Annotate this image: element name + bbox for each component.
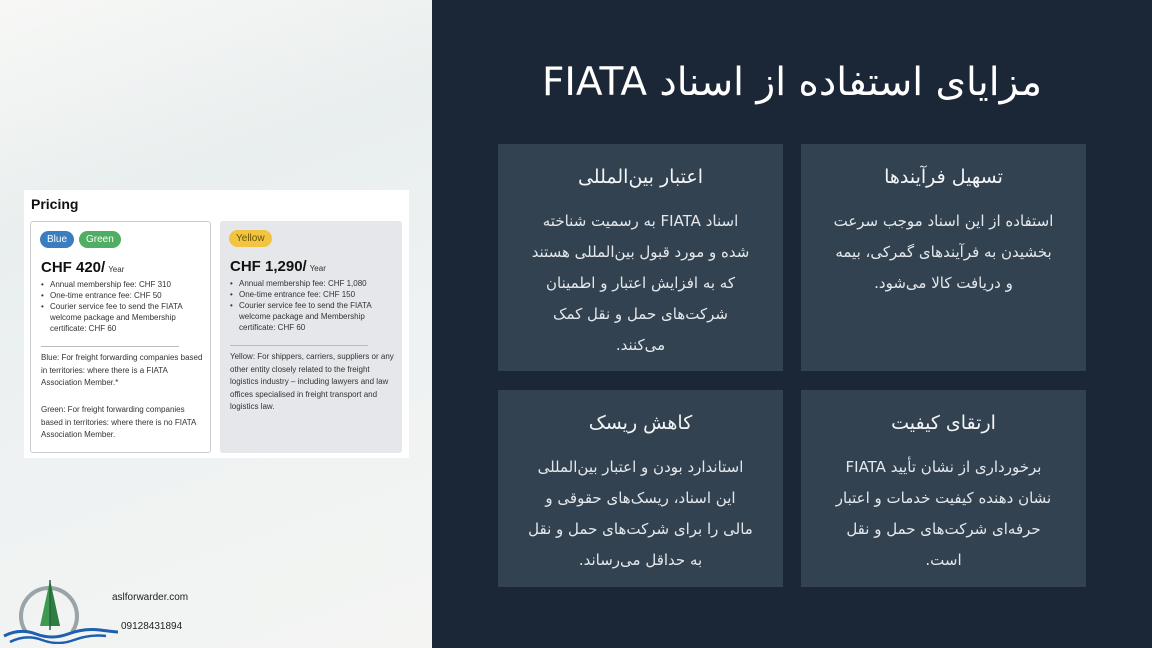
feature-card-credibility <box>498 144 783 371</box>
feature-card-process <box>801 144 1086 371</box>
feature-title: ارتقای کیفیت <box>891 412 996 434</box>
feature-card-risk <box>498 390 783 587</box>
note-yellow: Yellow: For shippers, carriers, suppliers or any other entity closely related to the freight logistics industry – including lawyers and law offices specialised in freight transport and logistics law. <box>230 352 394 411</box>
plan-blue-green <box>30 221 211 453</box>
tag-yellow: Yellow <box>229 230 272 247</box>
feature-text <box>512 452 769 576</box>
feature-title: اعتبار بین‌المللی <box>577 166 704 188</box>
list-item: • One-time entrance fee: CHF 50 <box>41 290 206 301</box>
text-line: اسناد FIATA به رسمیت شناخته <box>542 212 739 230</box>
tag-blue: Blue <box>40 231 74 248</box>
price-yellow: CHF 1,290/ <box>230 258 307 275</box>
list-item: • One-time entrance fee: CHF 150 <box>230 289 398 300</box>
text-line: مالی را برای شرکت‌های حمل و نقل <box>528 520 753 538</box>
feature-title: تسهیل فرآیندها <box>884 166 1003 188</box>
feature-title: کاهش ریسک <box>588 412 693 434</box>
text-line: می‌کنند. <box>615 336 666 354</box>
list-item: • Courier service fee to send the FIATA welcome package and Membership certificate: CHF 60 <box>41 301 206 334</box>
pricing-title: Pricing <box>31 196 79 212</box>
tag-green: Green <box>79 231 121 248</box>
text-line: بخشیدن به فرآیندهای گمرکی، بیمه <box>835 243 1052 261</box>
plan-yellow <box>220 221 402 453</box>
fee-list-blue <box>41 279 206 334</box>
text-line: این اسناد، ریسک‌های حقوقی و <box>545 489 736 507</box>
text-line: است. <box>925 551 962 569</box>
text-line: نشان دهنده کیفیت خدمات و اعتبار <box>835 489 1052 507</box>
feature-card-quality <box>801 390 1086 587</box>
text-line: شرکت‌های حمل و نقل کمک <box>553 305 728 323</box>
text-line: استفاده از این اسناد موجب سرعت <box>833 212 1054 230</box>
divider <box>41 346 179 347</box>
text-line: شده و مورد قبول بین‌المللی هستند <box>531 243 750 261</box>
text-line: به حداقل می‌رساند. <box>578 551 703 569</box>
period-yellow: Year <box>309 264 326 273</box>
period-blue: Year <box>108 265 125 274</box>
right-panel <box>432 0 1152 648</box>
page-title: مزایای استفاده از اسناد FIATA <box>541 60 1043 105</box>
list-item: • Courier service fee to send the FIATA welcome package and Membership certificate: CHF 60 <box>230 300 398 333</box>
company-logo <box>2 572 118 644</box>
text-line: استاندارد بودن و اعتبار بین‌المللی <box>537 458 744 476</box>
list-item: • Annual membership fee: CHF 310 <box>41 279 206 290</box>
pricing-image <box>24 190 409 458</box>
note-green: Green: For freight forwarding companies based in territories: where there is no FIATA Association Member. <box>41 405 196 439</box>
price-blue: CHF 420/ <box>41 259 106 276</box>
left-panel <box>0 0 432 648</box>
phone-text: 09128431894 <box>121 621 183 632</box>
feature-text <box>815 452 1072 576</box>
feature-text <box>815 206 1072 299</box>
website-text: aslforwarder.com <box>112 592 189 603</box>
feature-text <box>512 206 769 361</box>
note-blue: Blue: For freight forwarding companies based in territories: where there is a FIATA Association Member.* <box>41 353 203 387</box>
divider <box>230 345 368 346</box>
text-line: برخورداری از نشان تأیید FIATA <box>845 458 1042 476</box>
text-line: حرفه‌ای شرکت‌های حمل و نقل <box>846 520 1041 538</box>
text-line: که به افزایش اعتبار و اطمینان <box>546 274 735 292</box>
fee-list-yellow <box>230 278 398 333</box>
text-line: و دریافت کالا می‌شود. <box>874 274 1013 292</box>
list-item: • Annual membership fee: CHF 1,080 <box>230 278 398 289</box>
